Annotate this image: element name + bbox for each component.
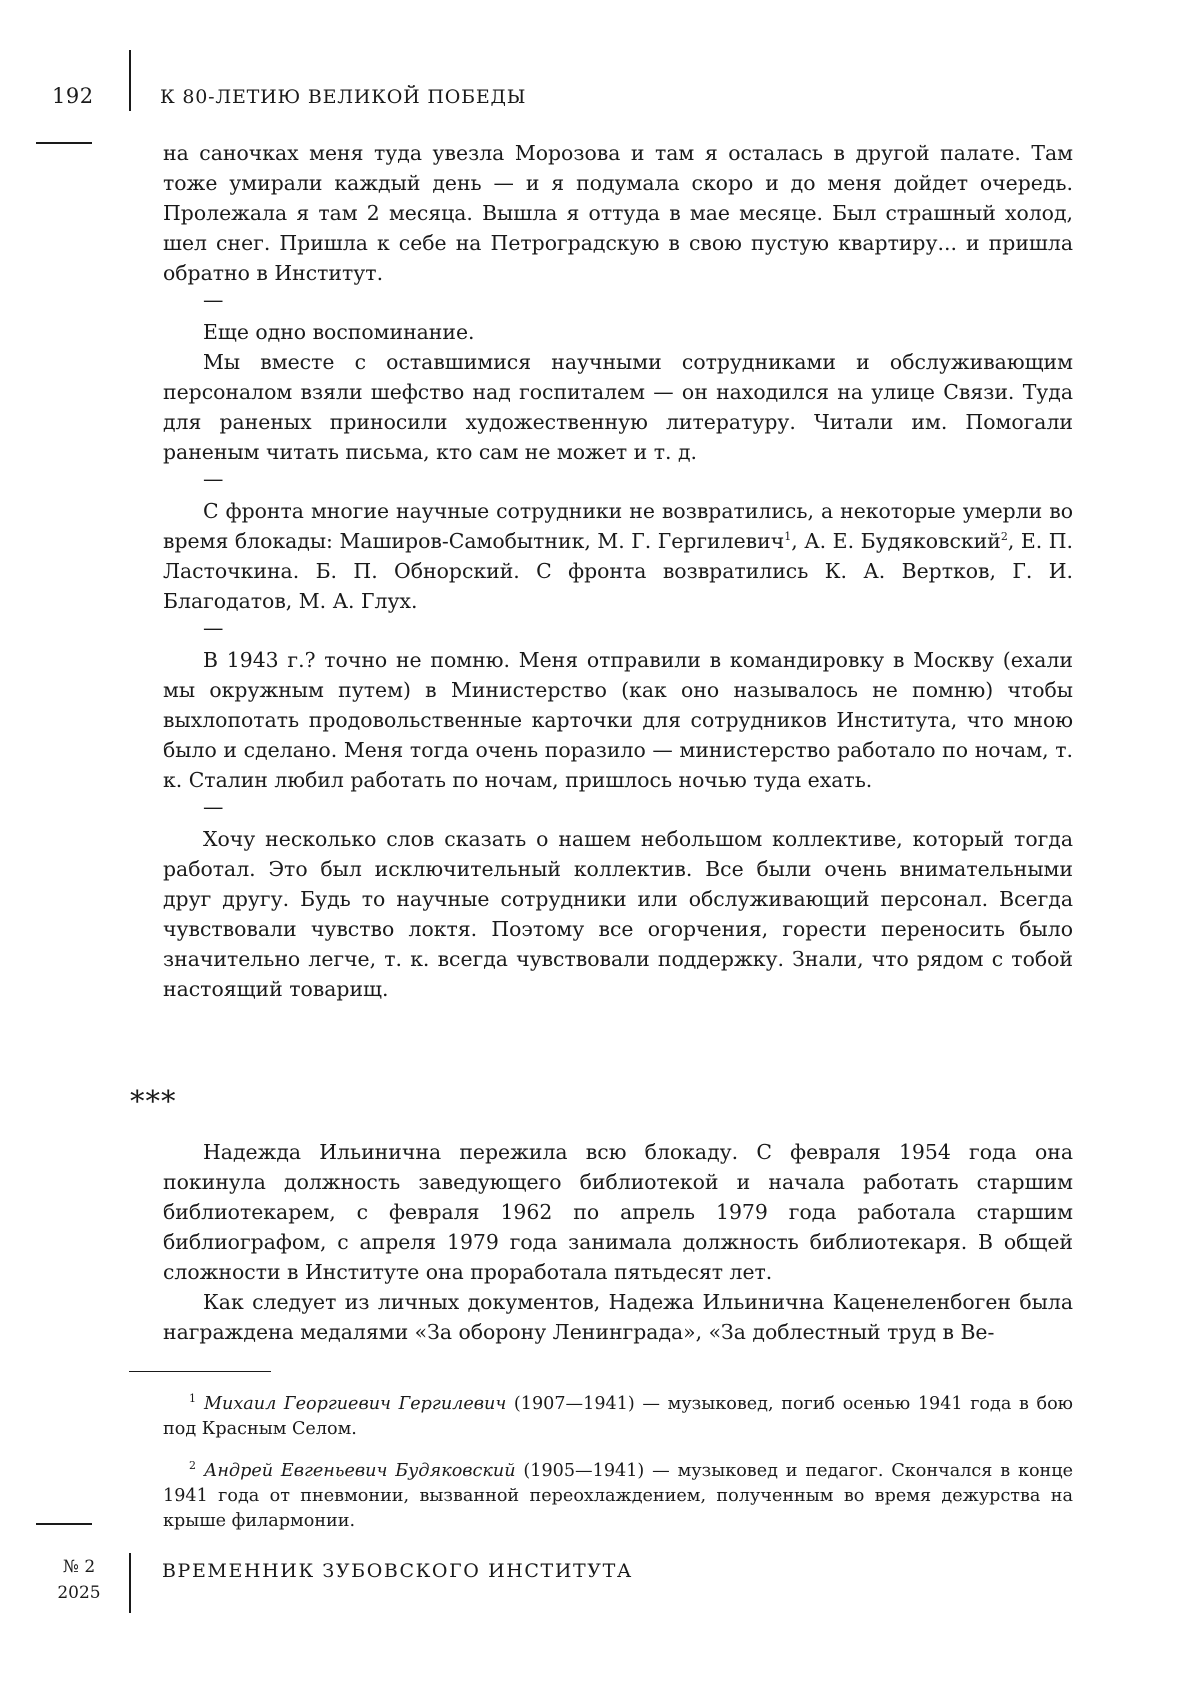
footnote-number: 2 [189, 1458, 196, 1472]
footnote-ref-2[interactable]: 2 [1000, 530, 1008, 544]
page-number: 192 [52, 84, 94, 108]
paragraph: Как следует из личных документов, Надежа Ильинична Каценеленбоген была награждена медалями «За оборону Ленинграда», «За доблестный труд в Ве- [163, 1290, 1073, 1344]
header-rule [36, 142, 92, 144]
section-dash: — [203, 467, 224, 491]
header-divider [129, 50, 131, 111]
footnote-author: Михаил Георгиевич Гергилевич [204, 1393, 507, 1414]
footnote-number: 1 [189, 1392, 196, 1405]
running-title: К 80-ЛЕТИЮ ВЕЛИКОЙ ПОБЕДЫ [160, 86, 527, 108]
journal-title: ВРЕМЕННИК ЗУБОВСКОГО ИНСТИТУТА [162, 1560, 633, 1582]
footnote-ref-1[interactable]: 1 [784, 530, 792, 544]
section-dash: — [203, 288, 224, 312]
paragraph: Мы вместе с оставшимися научными сотрудниками и обслуживающим персоналом взяли шефство над госпиталем — он находился на улице Связи. Туда для раненых приносили художественную литературу. Читали им. Помогали раненым читать письма, кто сам не может и т. д. [163, 350, 1073, 464]
main-text [163, 138, 1073, 1004]
footnote-author: Андрей Евгеньевич Будяковский [204, 1460, 516, 1481]
issue-year: 2025 [57, 1583, 101, 1603]
section-separator: *** [130, 1084, 177, 1118]
section-2-text [163, 1137, 1073, 1347]
footer-divider [129, 1553, 131, 1613]
footnotes [163, 1386, 1073, 1545]
footnote-text: (1905—1941) — музыковед и педагог. Скончался в конце 1941 года от пневмонии, вызванной переохлаждением, полученным во время дежурства на крыше филармонии. [163, 1460, 1073, 1531]
footnote-1 [163, 1386, 1073, 1442]
footnote-rule [129, 1371, 271, 1372]
paragraph: В 1943 г.? точно не помню. Меня отправили в командировку в Москву (ехали мы окружным путем) в Министерство (как оно называлось не помню) чтобы выхлопотать продовольственные карточки для сотрудников Института, что мною было и сделано. Меня тогда очень поразило — министерство работало по ночам, т. к. Сталин любил работать по ночам, пришлось ночью туда ехать. [163, 648, 1073, 792]
footnote-text: (1907—1941) — музыковед, погиб осенью 1941 года в бою под Красным Селом. [163, 1393, 1074, 1439]
section-dash: — [203, 616, 224, 640]
footnote-2 [163, 1453, 1073, 1534]
paragraph: на саночках меня туда увезла Морозова и там я осталась в другой палате. Там тоже умирали каждый день — и я подумала скоро и до меня дойдет очередь. Пролежала я там 2 месяца. Вышла я оттуда в мае месяце. Был страшный холод, шел снег. Пришла к себе на Петроградскую в свою пустую квартиру... и пришла обратно в Институт. [163, 141, 1073, 285]
footer-rule [36, 1523, 92, 1525]
paragraph: Надежда Ильинична пережила всю блокаду. С февраля 1954 года она покинула должность заведующего библиотекой и начала работать старшим библиотекарем, с февраля 1962 по апрель 1979 года работала старшим библиографом, с апреля 1979 года занимала должность библиотекаря. В общей сложности в Институте она проработала пятьдесят лет. [163, 1140, 1073, 1284]
paragraph: Хочу несколько слов сказать о нашем небольшом коллективе, который тогда работал. Это был исключительный коллектив. Все были очень внимательными друг другу. Будь то научные сотрудники или обслуживающий персонал. Всегда чувствовали чувство локтя. Поэтому все огорчения, горести переносить было значительно легче, т. к. всегда чувствовали поддержку. Знали, что рядом с тобой настоящий товарищ. [163, 827, 1073, 1001]
paragraph: Еще одно воспоминание. [203, 320, 475, 344]
paragraph: С фронта многие научные сотрудники не возвратились, а некоторые умерли во время блокады: Маширов-Самобытник, М. Г. Гергилевич$^1$, А. Е. Будяковский$^2$, Е. П. Ласточкина. Б. П. Обнорский. С фронта возвратились К. А. Вертков, Г. И. Благодатов, М. А. Глух. [163, 499, 1073, 613]
section-dash: — [203, 795, 224, 819]
issue-number: № 2 [62, 1557, 96, 1577]
